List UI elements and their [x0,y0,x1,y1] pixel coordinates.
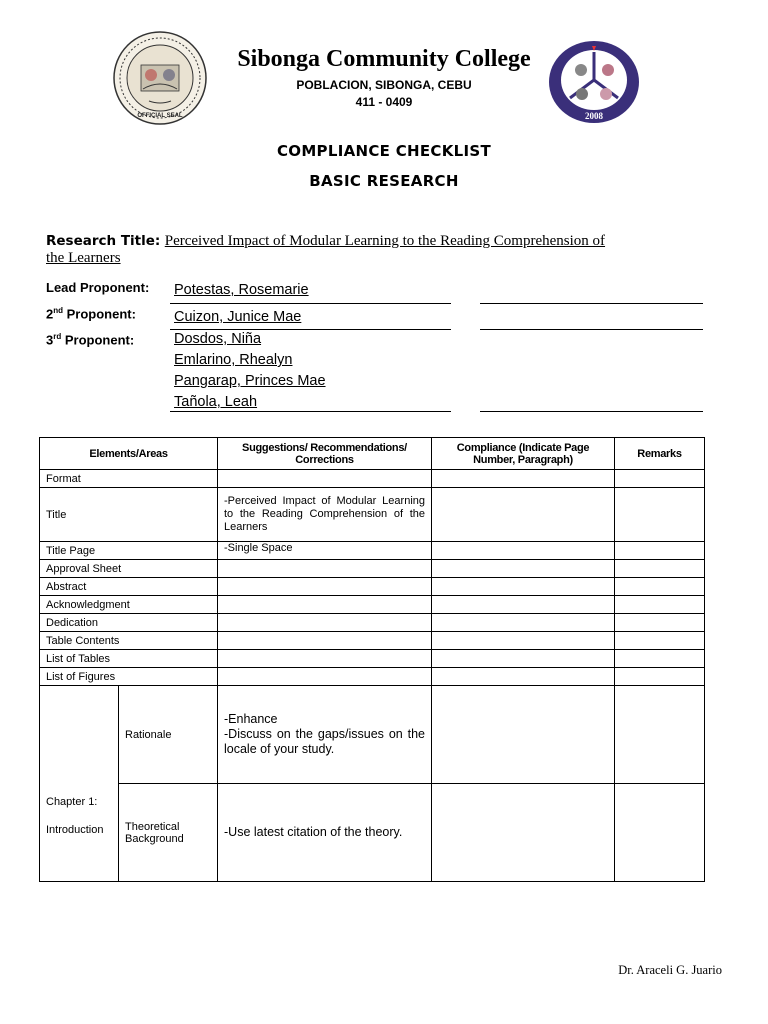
cell-suggestion[interactable] [218,578,432,596]
cell-remarks[interactable] [615,686,705,784]
third-proponent-name-4: Tañola, Leah [174,394,258,410]
second-proponent-label: 2nd Proponent: [46,306,136,322]
third-name-line [170,411,451,412]
theoretical-suggestion[interactable]: -Use latest citation of the theory. [218,784,432,882]
research-title-block [46,232,706,250]
header-suggestions: Suggestions/ Recommendations/ Corrections [218,438,432,470]
cell-suggestion[interactable] [218,632,432,650]
row-label-list-tables: List of Tables [40,650,218,668]
cell-suggestion[interactable] [218,650,432,668]
cell-remarks[interactable] [615,650,705,668]
doc-title-line2: BASIC RESEARCH [309,172,459,190]
college-name: Sibonga Community College [237,46,531,72]
cell-compliance[interactable] [432,784,615,882]
table-row [40,470,705,488]
cell-remarks[interactable] [615,488,705,542]
cell-remarks[interactable] [615,542,705,560]
lead-signature-line [480,303,703,304]
cell-suggestion[interactable] [218,560,432,578]
cell-compliance[interactable] [432,668,615,686]
cell-remarks[interactable] [615,470,705,488]
third-proponent-label: 3rd Proponent: [46,332,135,348]
cell-compliance[interactable] [432,686,615,784]
table-row [40,668,705,686]
doc-title-line1: COMPLIANCE CHECKLIST [276,142,492,160]
cell-compliance[interactable] [432,578,615,596]
cell-remarks[interactable] [615,614,705,632]
cell-compliance[interactable] [432,560,615,578]
title-suggestion[interactable]: -Perceived Impact of Modular Learning to the Reading Comprehension of the Learners [218,488,432,542]
header-remarks: Remarks [615,438,705,470]
table-row [40,614,705,632]
header-compliance: Compliance (Indicate Page Number, Paragraph) [432,438,615,470]
second-signature-line [480,329,703,330]
row-label-title-page: Title Page [40,542,218,560]
research-title-label: Research Title: [46,233,161,249]
third-proponent-name-1: Dosdos, Niña [174,331,262,347]
table-row [40,488,705,542]
row-label-dedication: Dedication [40,614,218,632]
second-name-line [170,329,451,330]
table-header-row [40,438,705,470]
table-row [40,686,705,784]
cell-compliance[interactable] [432,614,615,632]
college-address: POBLACION, SIBONGA, CEBU [296,78,472,92]
cell-remarks[interactable] [615,596,705,614]
chapter1-label: Chapter 1: Introduction [40,686,119,882]
cell-remarks[interactable] [615,632,705,650]
row-label-approval-sheet: Approval Sheet [40,560,218,578]
row-label-list-figures: List of Figures [40,668,218,686]
third-signature-line [480,411,703,412]
third-proponent-name-2: Emlarino, Rhealyn [174,352,293,368]
research-title-text-2: the Learners [46,250,121,266]
cell-compliance[interactable] [432,488,615,542]
cell-compliance[interactable] [432,632,615,650]
cell-compliance[interactable] [432,542,615,560]
table-row [40,596,705,614]
rationale-suggestion[interactable]: -Enhance -Discuss on the gaps/issues on the locale of your study. [218,686,432,784]
second-proponent-name: Cuizon, Junice Mae [174,309,302,325]
row-label-acknowledgment: Acknowledgment [40,596,218,614]
table-row [40,632,705,650]
table-row [40,560,705,578]
svg-text:2008: 2008 [585,111,603,121]
research-title-text-1: Perceived Impact of Modular Learning to the Reading Comprehension of [164,233,606,249]
table-row [40,650,705,668]
compliance-table [39,437,705,882]
cell-suggestion[interactable] [218,470,432,488]
table-row [40,578,705,596]
cell-remarks[interactable] [615,784,705,882]
row-label-title: Title [40,488,218,542]
cell-remarks[interactable] [615,578,705,596]
cell-suggestion[interactable] [218,614,432,632]
table-row [40,784,705,882]
row-label-abstract: Abstract [40,578,218,596]
row-label-theoretical: Theoretical Background [119,784,218,882]
cell-compliance[interactable] [432,650,615,668]
signature-name: Dr. Araceli G. Juario [618,963,722,977]
cell-compliance[interactable] [432,470,615,488]
cell-remarks[interactable] [615,560,705,578]
cell-remarks[interactable] [615,668,705,686]
row-label-rationale: Rationale [119,686,218,784]
title-page-suggestion[interactable]: -Single Space [218,542,432,560]
lead-proponent-label: Lead Proponent: [46,280,150,295]
svg-text:OFFICIAL SEAL: OFFICIAL SEAL [137,113,183,119]
row-label-table-contents: Table Contents [40,632,218,650]
table-row [40,542,705,560]
row-label-format: Format [40,470,218,488]
cell-suggestion[interactable] [218,596,432,614]
lead-name-line [170,303,451,304]
lead-proponent-name: Potestas, Rosemarie [174,282,309,298]
cell-compliance[interactable] [432,596,615,614]
third-proponent-name-3: Pangarap, Princes Mae [174,373,326,389]
header-elements: Elements/Areas [40,438,218,470]
cell-suggestion[interactable] [218,668,432,686]
college-phone: 411 - 0409 [355,95,413,109]
